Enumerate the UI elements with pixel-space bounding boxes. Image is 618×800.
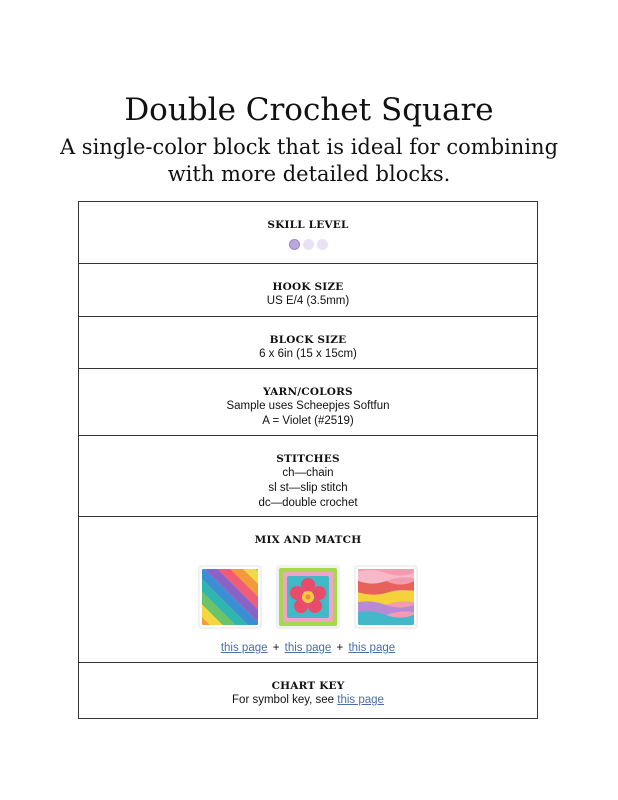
mix-and-match-row [79,517,537,663]
page-title: Double Crochet Square [124,92,494,128]
wave-block-thumbnail[interactable] [354,565,418,629]
pattern-info-table [78,201,538,719]
stitch-item: sl st—slip stitch [268,482,348,494]
yarn-colors-row [79,369,537,436]
hook-size-label: HOOK SIZE [272,281,344,293]
skill-dot-icon [303,239,314,250]
stitches-row [79,436,537,517]
stitches-label: STITCHES [276,453,340,465]
mix-match-link-1[interactable]: this page [220,642,268,654]
block-size-value: 6 x 6in (15 x 15cm) [259,348,357,360]
plus-separator: + [336,642,344,654]
plus-separator: + [272,642,280,654]
rainbow-block-thumbnail[interactable] [198,565,262,629]
stitch-item: ch—chain [282,467,334,479]
mix-match-link-3[interactable]: this page [348,642,396,654]
skill-dot-icon [289,239,300,250]
skill-level-indicator [79,239,537,250]
block-size-label: BLOCK SIZE [269,334,347,346]
skill-dot-icon [317,239,328,250]
flower-block-thumbnail[interactable] [276,565,340,629]
skill-level-row [79,202,537,264]
hook-size-value: US E/4 (3.5mm) [266,295,350,307]
yarn-line-1: Sample uses Scheepjes Softfun [226,400,390,412]
yarn-colors-label: YARN/COLORS [263,386,353,398]
chart-key-prefix: For symbol key, see [232,694,338,706]
chart-key-link[interactable]: this page [337,694,384,706]
stitch-item: dc—double crochet [258,497,358,509]
chart-key-label: CHART KEY [271,680,345,692]
block-size-row [79,317,537,369]
mix-and-match-thumbnails [79,565,537,629]
page-subtitle: A single-color block that is ideal for combining with more detailed blocks. [59,135,559,186]
hook-size-row [79,264,537,317]
mix-match-link-2[interactable]: this page [284,642,332,654]
mix-and-match-links [79,639,537,656]
mix-and-match-label: MIX AND MATCH [254,534,362,546]
chart-key-text [79,693,537,708]
yarn-line-2: A = Violet (#2519) [262,415,354,427]
skill-level-label: SKILL LEVEL [267,219,349,231]
chart-key-row [79,663,537,718]
